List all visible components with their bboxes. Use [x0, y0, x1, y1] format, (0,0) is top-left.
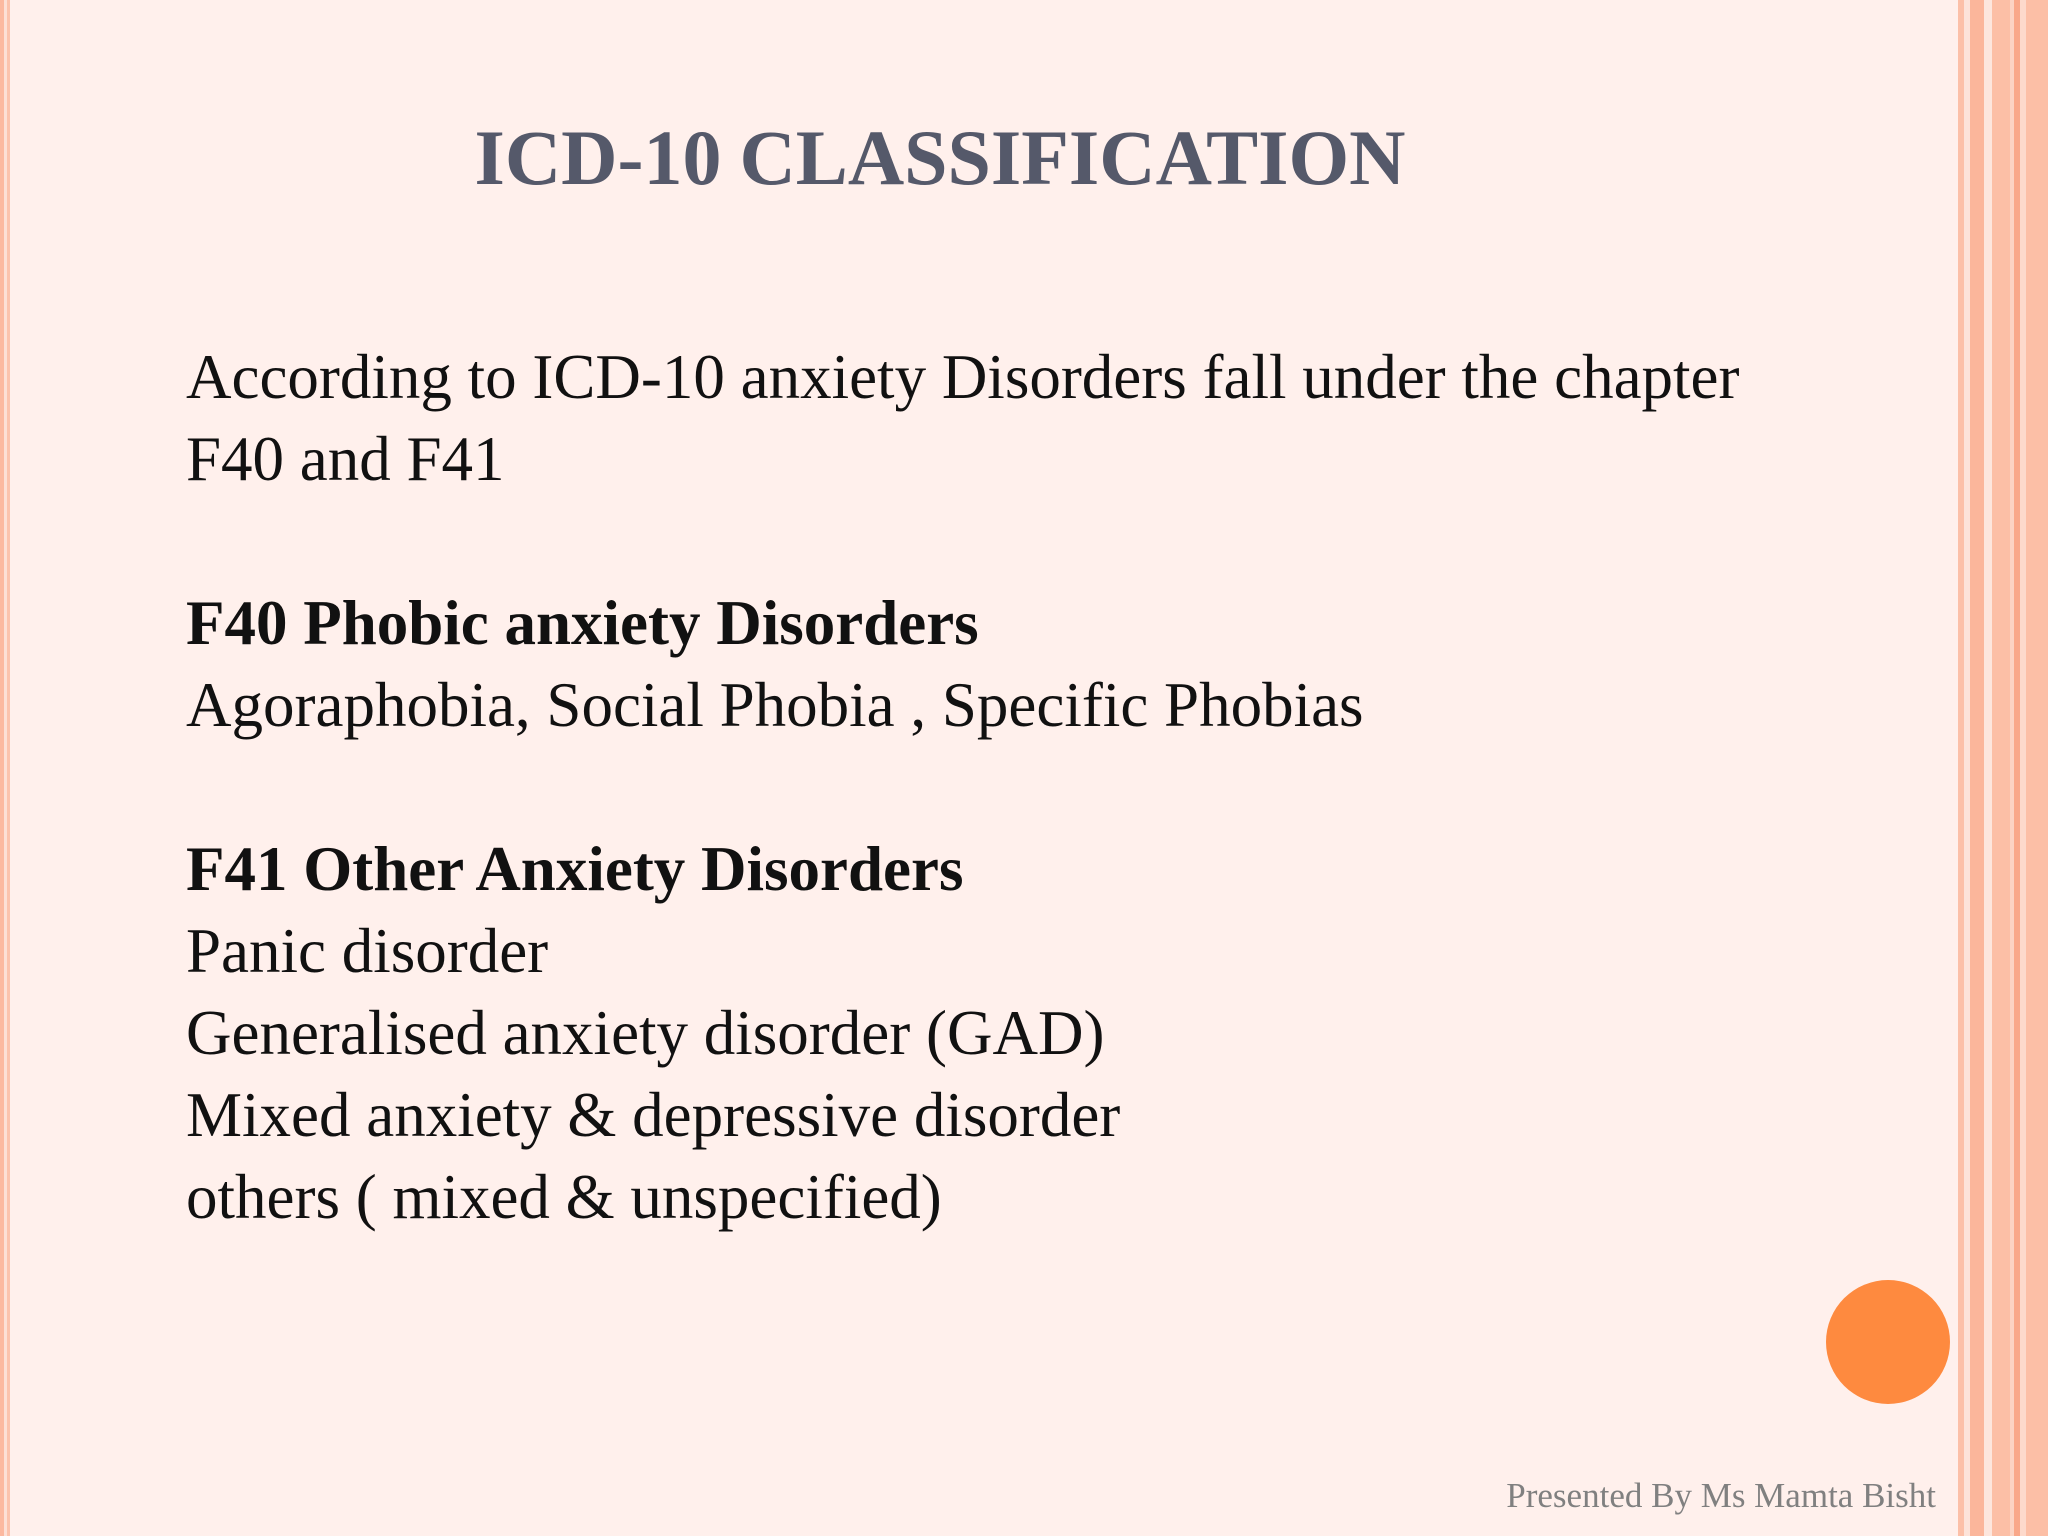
- right-border-stripes: [1958, 0, 2048, 1536]
- f41-item: Mixed anxiety & depressive disorder: [186, 1080, 1121, 1150]
- intro-line-2: F40 and F41: [186, 424, 505, 494]
- f41-item: others ( mixed & unspecified): [186, 1162, 942, 1232]
- intro-line-1: According to ICD-10 anxiety Disorders fall under the chapter: [186, 342, 1740, 412]
- spacer: [186, 746, 1886, 828]
- slide-title-rest: CLASSIFICATION: [739, 114, 1406, 201]
- spacer: [186, 500, 1886, 582]
- slide-title: [0, 108, 1880, 208]
- decorative-orange-circle: [1826, 1280, 1950, 1404]
- slide-title-main: ICD-10: [474, 114, 722, 201]
- f41-item: Panic disorder: [186, 916, 549, 986]
- slide-body: [186, 336, 1886, 1238]
- f40-heading: F40 Phobic anxiety Disorders: [186, 588, 979, 658]
- presenter-footer: Presented By Ms Mamta Bisht: [1506, 1476, 1936, 1515]
- f41-heading: F41 Other Anxiety Disorders: [186, 834, 964, 904]
- f40-items: Agoraphobia, Social Phobia , Specific Phobias: [186, 670, 1364, 740]
- f41-item: Generalised anxiety disorder (GAD): [186, 998, 1105, 1068]
- left-border-stripe: [0, 0, 10, 1536]
